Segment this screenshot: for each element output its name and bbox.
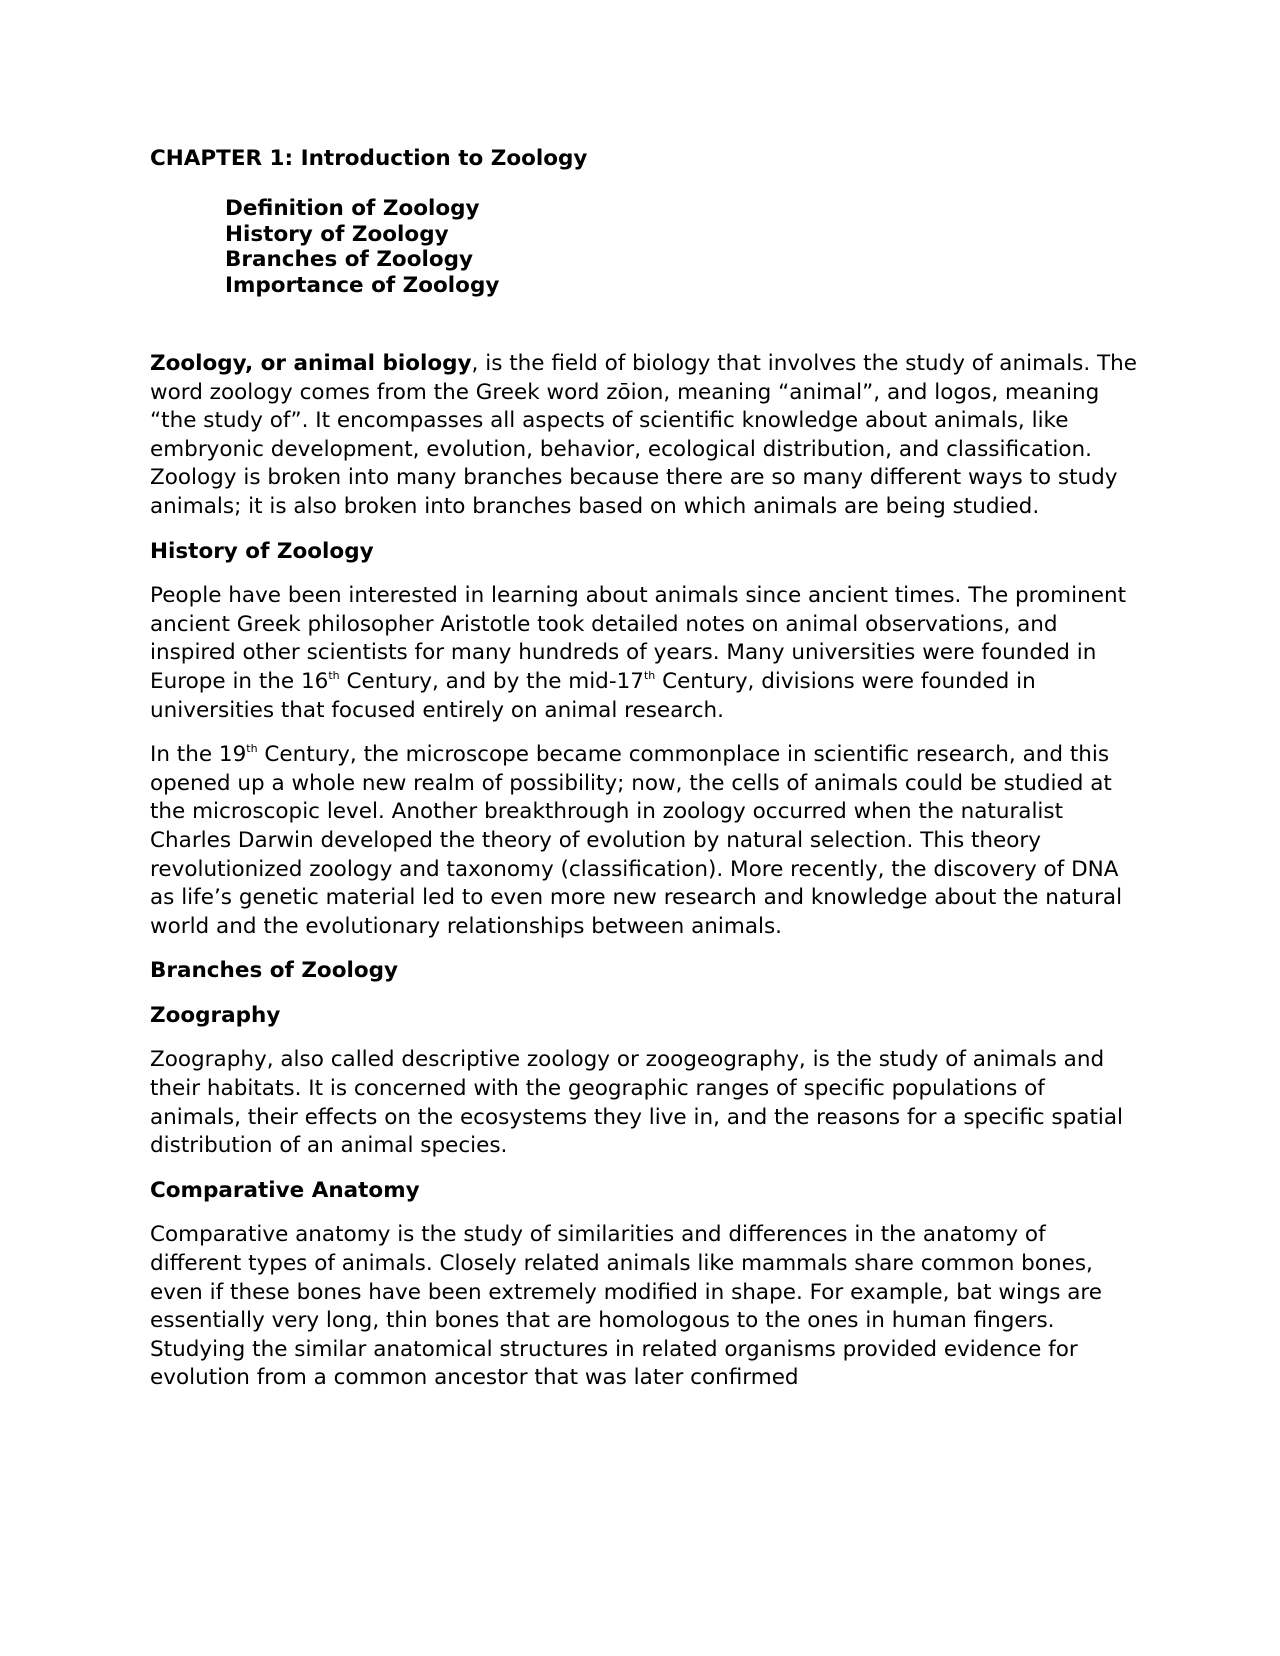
- ordinal-suffix: th: [328, 668, 340, 682]
- chapter-contents-list: [225, 196, 1140, 298]
- intro-term: Zoology, or animal biology: [150, 351, 472, 376]
- toc-item-definition: Definition of Zoology: [225, 196, 480, 221]
- intro-text: , is the field of biology that involves the study of animals. The word zoology comes from the Greek word zōion, meaning “animal”, and logos, meaning “the study of”. It encompasses all aspects of scientific knowledge about animals, like embryonic development, evolution, behavior, ecological distribution, and classification. Zoology is broken into many branches because there are so many different ways to study animals; it is also broken into branches based on which animals are being studied.: [150, 351, 1138, 519]
- zoography-paragraph: Zoography, also called descriptive zoology or zoogeography, is the study of animals and their habitats. It is concerned with the geographic ranges of specific populations of animals, their effects on the ecosystems they live in, and the reasons for a specific spatial distribution of an animal species.: [150, 1047, 1124, 1159]
- intro-paragraph: [150, 350, 1140, 522]
- history-paragraph-1: [150, 582, 1140, 725]
- history-paragraph-2: [150, 741, 1140, 941]
- zoography-heading: Zoography: [150, 1002, 281, 1028]
- history-p2-text-a: In the 19: [150, 742, 247, 768]
- chapter-title: CHAPTER 1: Introduction to Zoology: [150, 146, 588, 171]
- document-page: [150, 146, 1140, 1393]
- comparative-anatomy-heading: Comparative Anatomy: [150, 1177, 420, 1203]
- ordinal-suffix: th: [246, 742, 258, 756]
- toc-item-history: History of Zoology: [225, 221, 449, 247]
- history-p1-text-b: Century, and by the mid-17: [339, 668, 644, 694]
- toc-item-importance: Importance of Zoology: [225, 272, 500, 298]
- ordinal-suffix: th: [643, 668, 656, 682]
- toc-item-branches: Branches of Zoology: [225, 247, 474, 272]
- comparative-anatomy-paragraph: Comparative anatomy is the study of similarities and differences in the anatomy of different types of animals. Closely related animals like mammals share common bones, even if these bones have been extremely modified in shape. For example, bat wings are essentially very long, thin bones that are homologous to the ones in human fingers. Studying the similar anatomical structures in related organisms provided evidence for evolution from a common ancestor that was later confirmed: [150, 1222, 1103, 1391]
- history-p1-text-a: People have been interested in learning about animals since ancient times. The prominent ancient Greek philosopher Aristotle took detailed notes on animal observations, and inspired other scientists for many hundreds of years. Many universities were founded in Europe in the 16: [150, 583, 1127, 694]
- branches-heading: Branches of Zoology: [150, 958, 399, 984]
- history-p1-text-c: Century, divisions were founded in universities that focused entirely on animal research.: [150, 668, 1036, 723]
- history-p2-text-b: Century, the microscope became commonplace in scientific research, and this opened up a whole new realm of possibility; now, the cells of animals could be studied at the microscopic level. Another breakthrough in zoology occurred when the naturalist Charles Darwin developed the theory of evolution by natural selection. This theory revolutionized zoology and taxonomy (classification). More recently, the discovery of DNA as life’s genetic material led to even more new research and knowledge about the natural world and the evolutionary relationships between animals.: [150, 742, 1123, 939]
- history-heading: History of Zoology: [150, 538, 374, 564]
